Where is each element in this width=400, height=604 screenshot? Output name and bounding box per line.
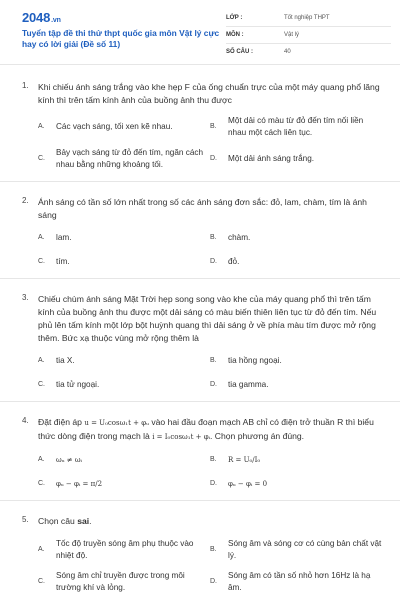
site-logo[interactable]: 2048.vn (22, 10, 61, 25)
option-c[interactable]: C. Sóng âm chỉ truyền được trong môi trường khí và lỏng. (38, 571, 185, 592)
options (38, 115, 382, 171)
option-b[interactable]: B. chàm. (210, 233, 251, 242)
question-text: Chọn câu sai. (38, 516, 92, 526)
question-number: 3. (22, 293, 29, 302)
question-number: 5. (22, 515, 29, 524)
meta-class-row (226, 10, 391, 27)
options (38, 538, 382, 594)
question-number: 2. (22, 196, 29, 205)
option-d[interactable]: D. đỏ. (210, 257, 240, 266)
question-list (0, 65, 400, 604)
option-d[interactable]: D. Sóng âm có tần số nhỏ hơn 16Hz là hạ âm. (210, 571, 371, 592)
option-b[interactable]: B. Một dải có màu từ đỏ đến tím nối liền nhau một cách liên tục. (210, 116, 364, 137)
voltage-formula: u = U₀cosω₁t + φᵤ (84, 419, 149, 427)
meta-count-row (226, 44, 391, 60)
question-5 (0, 501, 400, 604)
question-number: 1. (22, 81, 29, 90)
page-header (0, 0, 400, 65)
options (38, 232, 382, 268)
exam-title: Tuyển tập đề thi thử thpt quốc gia môn Vật lý cực hay có lời giải (Đề số 11) (22, 28, 220, 49)
option-c[interactable]: C. φᵤ − φᵢ = π/2 (38, 480, 103, 488)
meta-label: SỐ CÂU : (226, 49, 253, 55)
option-c[interactable]: C. tia tử ngoại. (38, 380, 100, 389)
question-3 (0, 279, 400, 402)
option-b[interactable]: B. tia hồng ngoại. (210, 356, 282, 365)
option-a[interactable]: A. ωᵤ ≠ ωᵢ (38, 456, 82, 464)
options (38, 454, 382, 490)
exam-meta (226, 10, 391, 60)
option-c[interactable]: C. Bảy vạch sáng từ đỏ đến tím, ngăn cách nhau bằng những khoảng tối. (38, 148, 204, 169)
meta-value: 40 (284, 49, 291, 55)
current-formula: i = I₀cosω₁t + φᵢ (152, 433, 211, 441)
option-a[interactable]: A. Các vạch sáng, tối xen kẽ nhau. (38, 122, 173, 131)
question-1 (0, 65, 400, 182)
option-c[interactable]: C. tím. (38, 257, 70, 266)
meta-value: Vật lý (284, 32, 300, 38)
meta-label: MÔN : (226, 32, 244, 38)
options (38, 355, 382, 391)
option-a[interactable]: A. Tốc độ truyền sóng âm phụ thuộc vào nhiệt độ. (38, 539, 194, 560)
question-text: Chiếu chùm ánh sáng Mặt Trời hẹp song song vào khe của máy quang phổ thì trên tấm kính của buồng ảnh thu được một dải sáng có màu biến thiên liên tục từ đỏ đến tím. Nếu phủ lên tấm kính một lớp bột huỳnh quang thì dải sáng ở về phía màu tím được mở rộng thêm. Bức xạ thuộc vùng mở rộng thêm là (38, 294, 377, 343)
meta-label: LỚP : (226, 15, 243, 21)
option-b[interactable]: B. Sóng âm và sóng cơ có cùng bản chất vật lý. (210, 539, 382, 560)
question-text: Đặt điện áp u = U₀cosω₁t + φᵤ vào hai đầu đoạn mạch AB chỉ có điện trở thuần R thì biểu thức dòng điện trong mạch là i = I₀cosω₁t + φᵢ. Chọn phương án đúng. (38, 417, 374, 441)
meta-subject-row (226, 27, 391, 44)
option-d[interactable]: D. φᵤ − φᵢ = 0 (210, 480, 268, 488)
question-number: 4. (22, 416, 29, 425)
meta-value: Tốt nghiệp THPT (284, 15, 330, 21)
question-text: Khi chiếu ánh sáng trắng vào khe hẹp F của ống chuẩn trực của một máy quang phổ lăng kính thì trên tấm kính ảnh của buồng ảnh thu được (38, 82, 380, 105)
question-2 (0, 182, 400, 279)
option-d[interactable]: D. tia gamma. (210, 380, 269, 389)
option-d[interactable]: D. Một dải ánh sáng trắng. (210, 154, 315, 163)
option-a[interactable]: A. lam. (38, 233, 72, 242)
question-text: Ánh sáng có tần số lớn nhất trong số các ánh sáng đơn sắc: đỏ, lam, chàm, tím là ánh sáng (38, 197, 367, 220)
question-4 (0, 402, 400, 501)
option-b[interactable]: B. R = U₀/I₀ (210, 456, 261, 464)
option-a[interactable]: A. tia X. (38, 356, 75, 365)
